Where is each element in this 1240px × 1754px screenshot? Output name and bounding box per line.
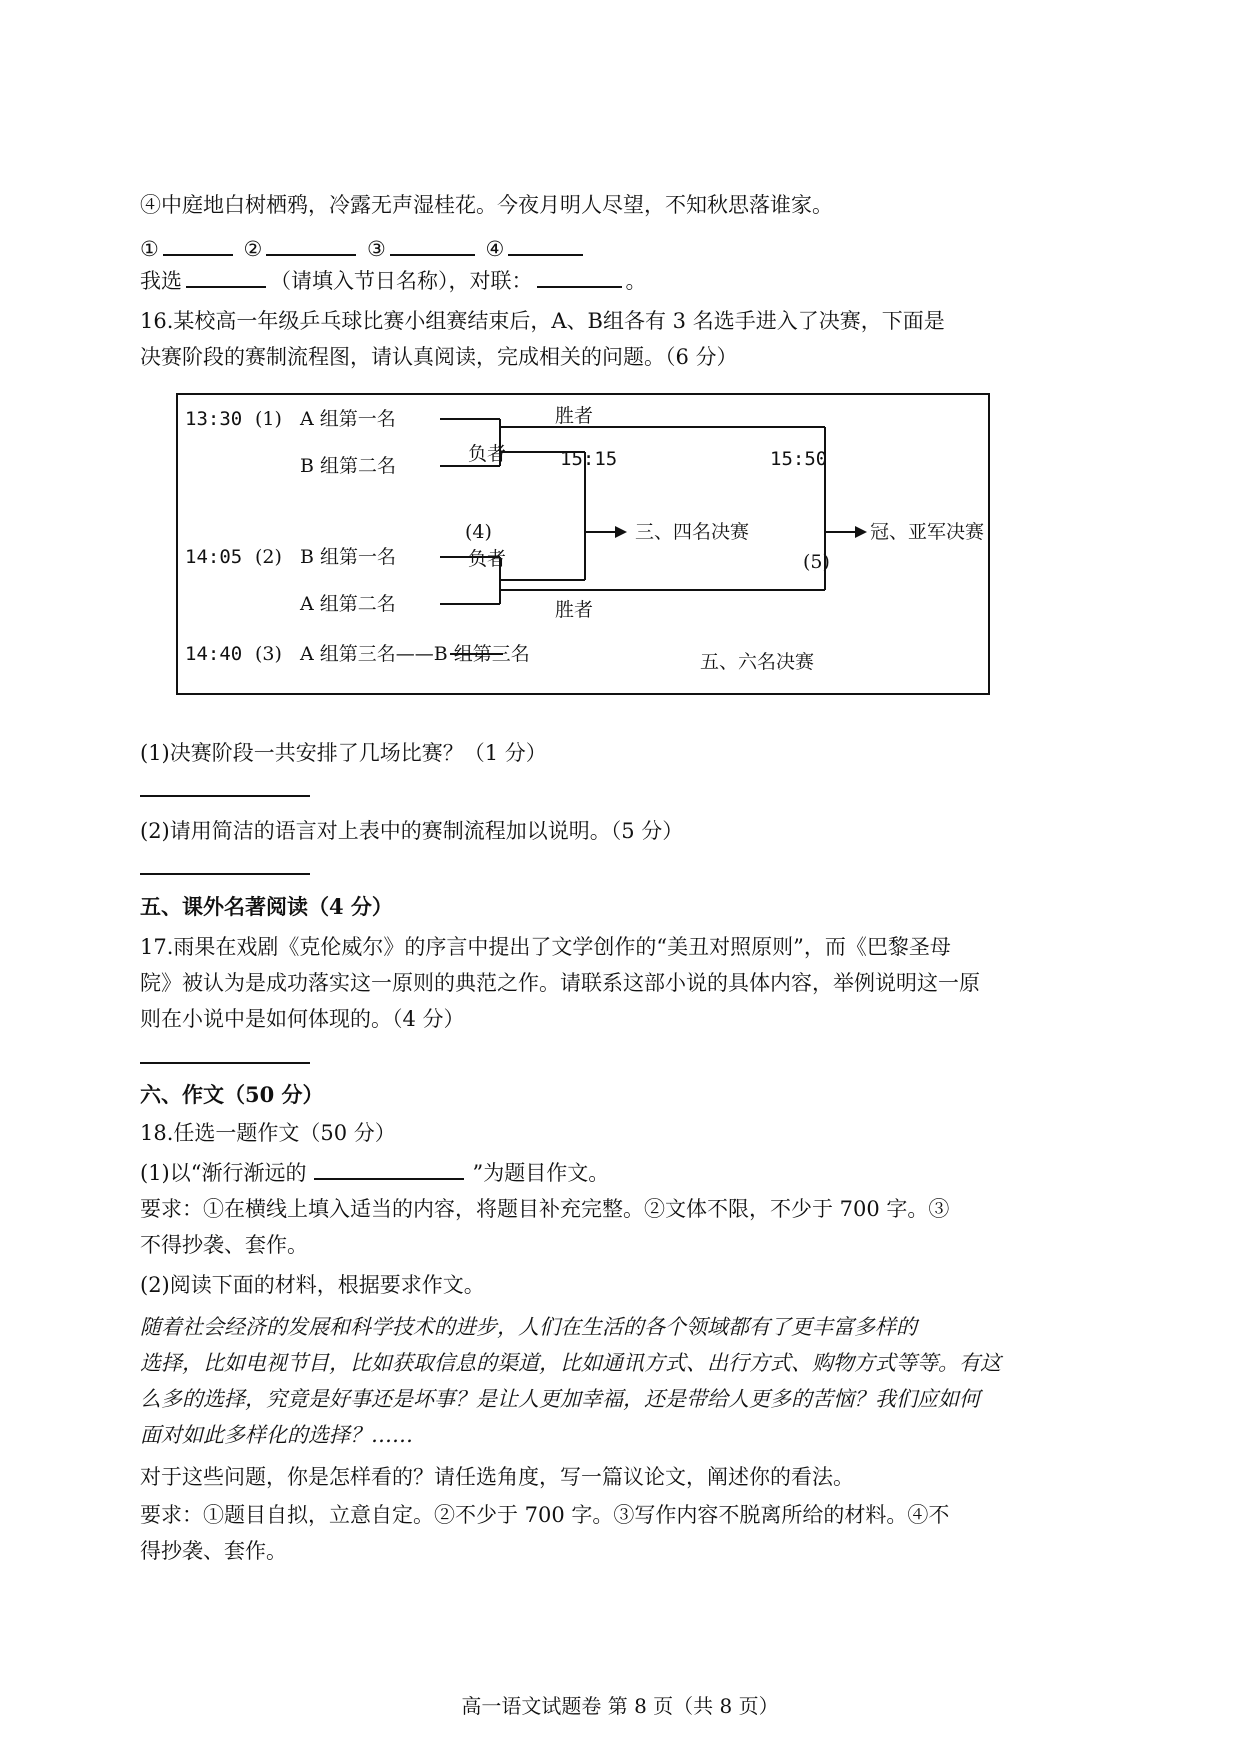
option-1-suffix: ”为题目作文。 [472, 1161, 610, 1185]
material-line-2: 选择，比如电视节目，比如获取信息的渠道，比如通讯方式、出行方式、购物方式等等。有这 [140, 1351, 1001, 1375]
time-match-2: 14:05 [185, 546, 243, 568]
q17-line-3: 则在小说中是如何体现的。（4 分） [140, 1007, 465, 1031]
answer-line-q16-2[interactable] [140, 873, 310, 875]
blank-label-3: ③ [367, 237, 386, 261]
requirement-2-line-1: 要求：①题目自拟，立意自定。②不少于 700 字。③写作内容不脱离所给的材料。④不 [140, 1503, 950, 1527]
bronze-final-label: 三、四名决赛 [635, 521, 750, 543]
loser-2-label: 负者 [468, 548, 507, 570]
answer-blanks-row [140, 232, 587, 264]
blank-1[interactable] [163, 232, 233, 256]
time-final: 15:50 [770, 448, 828, 470]
q17-line-2: 院》被认为是成功落实这一原则的典范之作。请联系这部小说的具体内容，举例说明这一原 [140, 971, 980, 995]
fifth-place-final-label: 五、六名决赛 [700, 651, 815, 673]
material-line-1: 随着社会经济的发展和科学技术的进步，人们在生活的各个领域都有了更丰富多样的 [140, 1315, 917, 1339]
option-1-prefix: (1)以“渐行渐远的 [140, 1161, 307, 1185]
essay-option-1 [140, 1156, 609, 1188]
match-1-label: (1) [255, 408, 282, 430]
player-b2: B 组第二名 [300, 455, 397, 477]
couplet-blank[interactable] [537, 264, 622, 288]
answer-line-q17[interactable] [140, 1062, 310, 1064]
match-3-players: A 组第三名——B 组第三名 [300, 643, 530, 665]
festival-choice-line [140, 264, 647, 296]
q17-line-1: 17.雨果在戏剧《克伦威尔》的序言中提出了文学创作的“美丑对照原则”，而《巴黎圣母 [140, 935, 951, 959]
essay-prompt: 对于这些问题，你是怎样看的？请任选角度，写一篇议论文，阐述你的看法。 [140, 1465, 854, 1489]
time-bronze: 15:15 [560, 448, 618, 470]
page-footer: 高一语文试题卷 第 8 页（共 8 页） [461, 1694, 779, 1718]
requirement-1-line-2: 不得抄袭、套作。 [140, 1233, 308, 1257]
blank-label-4: ④ [485, 237, 505, 261]
festival-blank[interactable] [186, 264, 266, 288]
material-line-3: 么多的选择，究竟是好事还是坏事？是让人更加幸福，还是带给人更多的苦恼？我们应如何 [140, 1387, 980, 1411]
q18-title: 18.任选一题作文（50 分） [140, 1121, 396, 1145]
choose-hint: （请填入节日名称），对联： [270, 269, 533, 293]
match-3-label: (3) [255, 643, 282, 665]
blank-3[interactable] [390, 232, 475, 256]
choose-prefix: 我选 [140, 269, 182, 293]
player-a2: A 组第二名 [300, 593, 396, 615]
flowchart-lines [175, 392, 995, 702]
championship-final-label: 冠、亚军决赛 [870, 521, 985, 543]
requirement-2-line-2: 得抄袭、套作。 [140, 1539, 287, 1563]
poem-item-4: ④中庭地白树栖鸦，冷露无声湿桂花。今夜月明人尽望，不知秋思落谁家。 [140, 193, 833, 217]
choose-end: 。 [625, 269, 647, 293]
player-b1: B 组第一名 [300, 546, 397, 568]
flowchart-border [177, 394, 989, 694]
time-match-3: 14:40 [185, 643, 243, 665]
requirement-1-line-1: 要求：①在横线上填入适当的内容，将题目补充完整。②文体不限，不少于 700 字。③ [140, 1197, 950, 1221]
q16-text-line-2: 决赛阶段的赛制流程图，请认真阅读，完成相关的问题。（6 分） [140, 345, 738, 369]
player-a1: A 组第一名 [300, 408, 396, 430]
match-5-label: (5) [803, 551, 830, 573]
title-blank[interactable] [314, 1156, 464, 1180]
match-4-label: (4) [465, 521, 492, 543]
blank-2[interactable] [266, 232, 356, 256]
blank-label-2: ② [243, 237, 263, 261]
material-line-4: 面对如此多样化的选择？…… [140, 1423, 413, 1447]
time-match-1: 13:30 [185, 408, 243, 430]
blank-label-1: ① [140, 237, 159, 261]
q16-sub-2: (2)请用简洁的语言对上表中的赛制流程加以说明。（5 分） [140, 819, 684, 843]
winner-bottom-label: 胜者 [555, 599, 594, 621]
q16-sub-1: (1)决赛阶段一共安排了几场比赛？（1 分） [140, 741, 547, 765]
answer-line-q16-1[interactable] [140, 795, 310, 797]
tournament-flowchart [175, 392, 995, 702]
match-2-label: (2) [255, 546, 282, 568]
arrow-to-bronze [615, 526, 627, 538]
winner-top-label: 胜者 [555, 405, 594, 427]
blank-4[interactable] [508, 232, 583, 256]
section-6-heading: 六、作文（50 分） [140, 1082, 324, 1107]
q16-text-line-1: 16.某校高一年级乒乓球比赛小组赛结束后，A、B组各有 3 名选手进入了决赛，下面是 [140, 309, 945, 333]
essay-option-2: (2)阅读下面的材料，根据要求作文。 [140, 1273, 485, 1297]
section-5-heading: 五、课外名著阅读（4 分） [140, 894, 393, 919]
loser-1-label: 负者 [468, 443, 507, 465]
arrow-to-final [855, 526, 867, 538]
